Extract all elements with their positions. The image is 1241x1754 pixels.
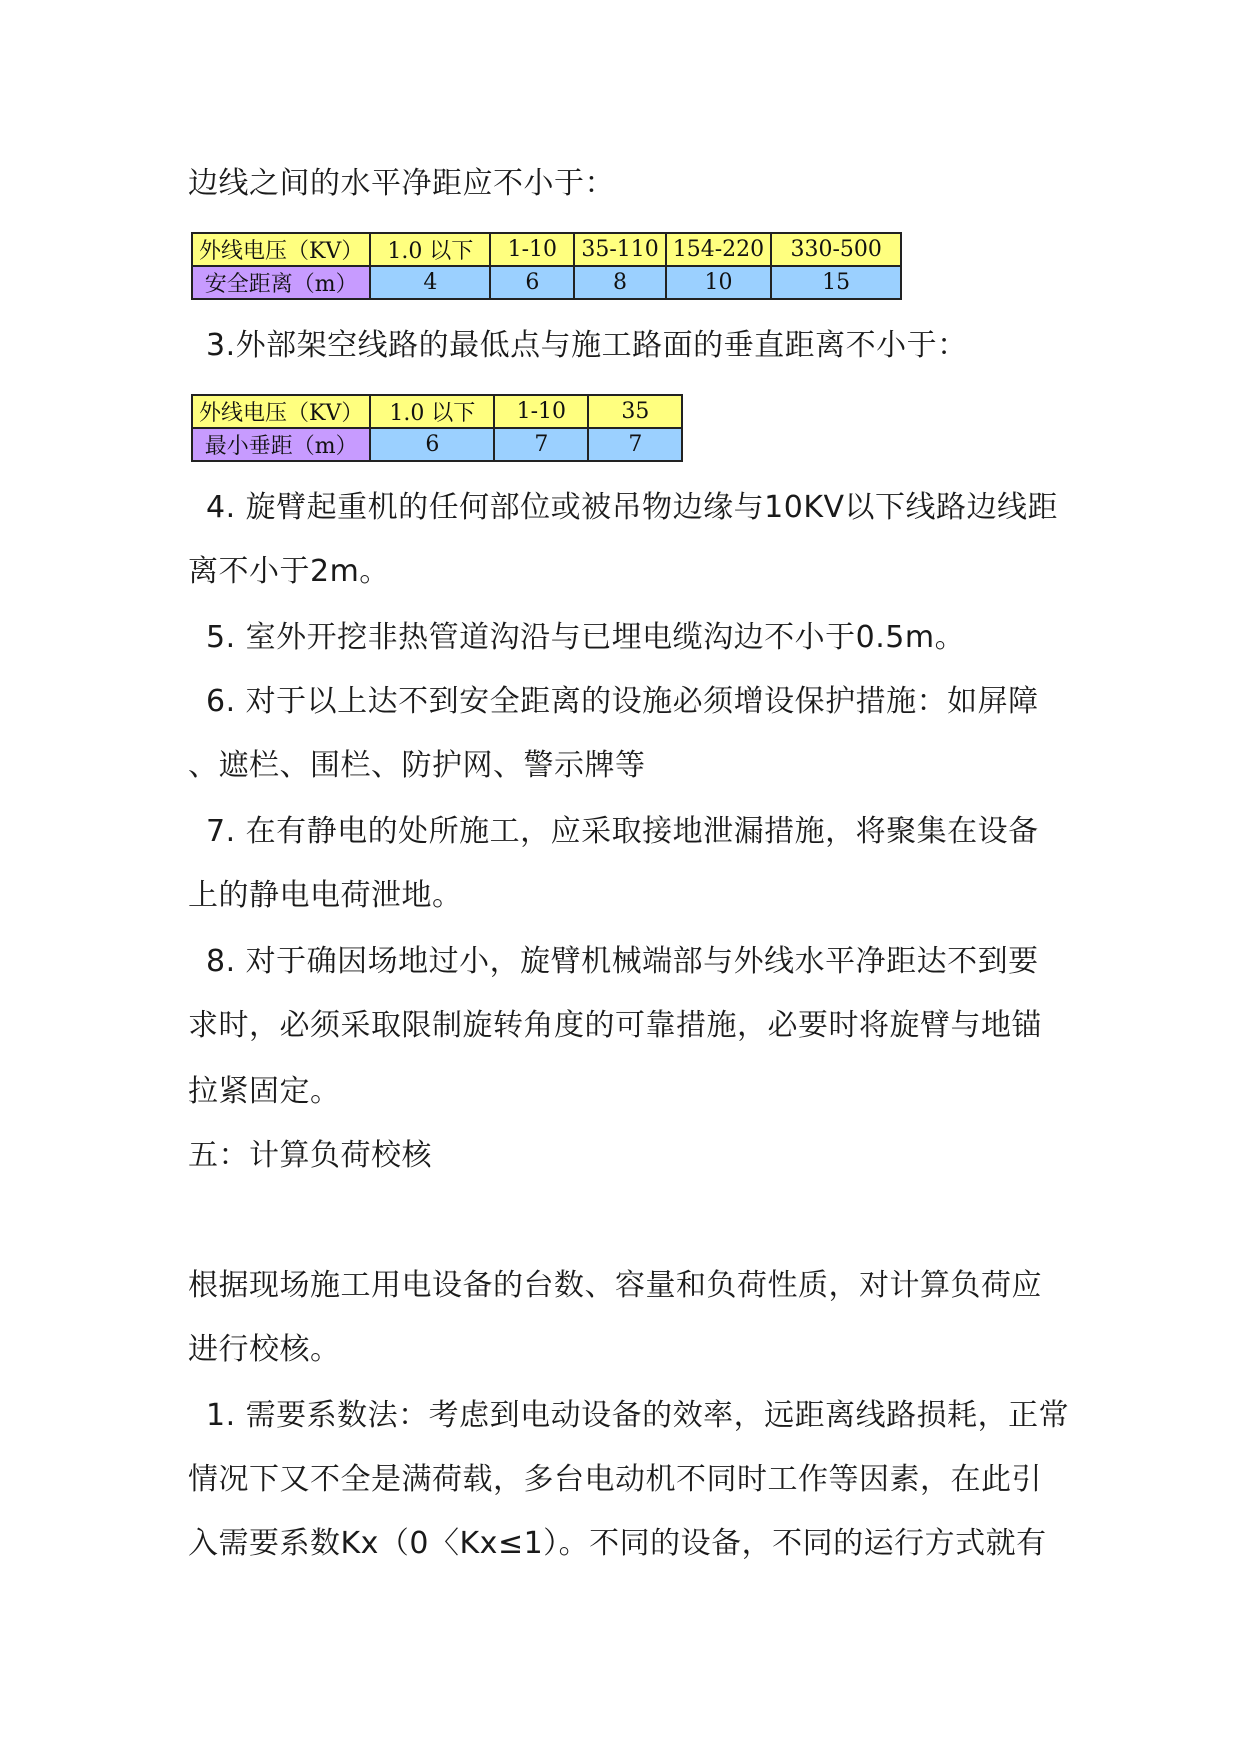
table-cell: 6 — [370, 428, 494, 461]
table-cell: 7 — [494, 428, 588, 461]
section-heading-5: 五：计算负荷校核 — [188, 1138, 432, 1173]
table-cell: 10 — [666, 266, 771, 299]
paragraph-item-7-line1: 7. 在有静电的处所施工，应采取接地泄漏措施，将聚集在设备 — [206, 814, 1039, 849]
paragraph-item-8-line1: 8. 对于确因场地过小，旋臂机械端部与外线水平净距达不到要 — [206, 944, 1039, 979]
paragraph-item-4-line2: 离不小于2m。 — [188, 554, 390, 589]
table-cell: 4 — [370, 266, 490, 299]
table-row-label: 最小垂距（m） — [192, 428, 370, 461]
table-cell: 15 — [771, 266, 901, 299]
table-header-label: 外线电压（KV） — [192, 233, 370, 266]
table-cell: 35-110 — [574, 233, 665, 266]
table-cell: 8 — [574, 266, 665, 299]
table-cell: 330-500 — [771, 233, 901, 266]
table-row-distance — [192, 266, 901, 299]
paragraph-item-4-line1: 4. 旋臂起重机的任何部位或被吊物边缘与10KV以下线路边线距 — [206, 490, 1059, 525]
safety-distance-table — [191, 232, 902, 300]
paragraph-item-5: 5. 室外开挖非热管道沟沿与已埋电缆沟边不小于0.5m。 — [206, 620, 966, 655]
table-cell: 35 — [588, 395, 682, 428]
table-row-label: 安全距离（m） — [192, 266, 370, 299]
table-row-distance — [192, 428, 682, 461]
table-cell: 154-220 — [666, 233, 771, 266]
vertical-clearance-table — [191, 394, 683, 462]
table-row-voltage — [192, 395, 682, 428]
table-row-voltage — [192, 233, 901, 266]
paragraph-load-check-line2: 进行校核。 — [188, 1332, 341, 1367]
paragraph-item-6-line1: 6. 对于以上达不到安全距离的设施必须增设保护措施：如屏障 — [206, 684, 1039, 719]
table-cell: 6 — [490, 266, 574, 299]
table-cell: 7 — [588, 428, 682, 461]
paragraph-item-8-line2: 求时，必须采取限制旋转角度的可靠措施，必要时将旋臂与地锚 — [188, 1008, 1042, 1043]
paragraph-demand-factor-line1: 1. 需要系数法：考虑到电动设备的效率，远距离线路损耗，正常 — [206, 1398, 1070, 1433]
paragraph-item-7-line2: 上的静电电荷泄地。 — [188, 878, 463, 913]
table-cell: 1-10 — [490, 233, 574, 266]
table-cell: 1.0 以下 — [370, 233, 490, 266]
paragraph-load-check-line1: 根据现场施工用电设备的台数、容量和负荷性质，对计算负荷应 — [188, 1268, 1042, 1303]
paragraph-demand-factor-line2: 情况下又不全是满荷载，多台电动机不同时工作等因素，在此引 — [188, 1462, 1042, 1497]
paragraph-horizontal-clearance-intro: 边线之间的水平净距应不小于： — [188, 166, 615, 201]
table-cell: 1-10 — [494, 395, 588, 428]
table-cell: 1.0 以下 — [370, 395, 494, 428]
paragraph-item-6-line2: 、遮栏、围栏、防护网、警示牌等 — [188, 748, 646, 783]
paragraph-demand-factor-line3: 入需要系数Kx（0〈Kx≤1）。不同的设备，不同的运行方式就有 — [188, 1526, 1047, 1561]
paragraph-item-3: 3.外部架空线路的最低点与施工路面的垂直距离不小于： — [206, 328, 968, 363]
paragraph-item-8-line3: 拉紧固定。 — [188, 1074, 341, 1109]
table-header-label: 外线电压（KV） — [192, 395, 370, 428]
